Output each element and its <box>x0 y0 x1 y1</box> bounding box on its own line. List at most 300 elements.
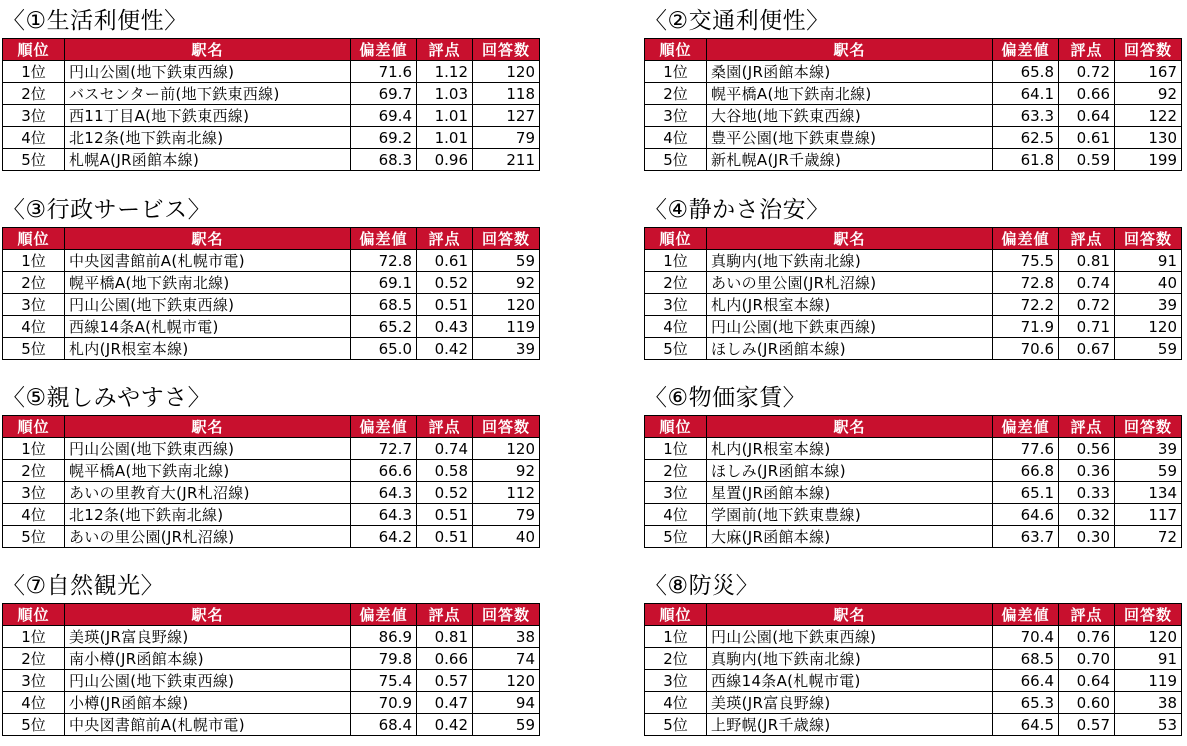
deviation-cell: 66.8 <box>993 460 1059 482</box>
table-row <box>3 105 540 127</box>
deviation-cell: 65.2 <box>351 316 417 338</box>
section-title: 〈⑧防災〉 <box>644 573 760 599</box>
rank-cell: 1位 <box>645 438 707 460</box>
count-cell: 59 <box>1115 338 1182 360</box>
station-cell: 美瑛(JR富良野線) <box>65 626 351 648</box>
station-cell: 大麻(JR函館本線) <box>707 526 993 548</box>
station-cell: ほしみ(JR函館本線) <box>707 338 993 360</box>
station-cell: 真駒内(地下鉄南北線) <box>707 250 993 272</box>
table-header-row <box>645 39 1182 61</box>
deviation-cell: 72.8 <box>993 272 1059 294</box>
header-count: 回答数 <box>473 416 540 438</box>
count-cell: 122 <box>1115 105 1182 127</box>
ranking-nature-tourism <box>2 569 539 736</box>
table-row <box>645 504 1182 526</box>
score-cell: 0.51 <box>417 526 473 548</box>
header-count: 回答数 <box>1115 604 1182 626</box>
count-cell: 79 <box>473 504 540 526</box>
deviation-cell: 64.1 <box>993 83 1059 105</box>
table-row <box>645 482 1182 504</box>
table-row <box>3 149 540 171</box>
count-cell: 79 <box>473 127 540 149</box>
header-rank: 順位 <box>3 416 65 438</box>
deviation-cell: 64.3 <box>351 482 417 504</box>
count-cell: 74 <box>473 648 540 670</box>
header-station: 駅名 <box>65 228 351 250</box>
count-cell: 91 <box>1115 250 1182 272</box>
table-row <box>3 438 540 460</box>
score-cell: 0.42 <box>417 714 473 736</box>
header-deviation: 偏差値 <box>351 39 417 61</box>
rank-cell: 3位 <box>3 294 65 316</box>
station-cell: 中央図書館前A(札幌市電) <box>65 714 351 736</box>
table-row <box>645 626 1182 648</box>
ranking-transport-convenience <box>644 4 1181 171</box>
score-cell: 0.74 <box>1059 272 1115 294</box>
score-cell: 0.59 <box>1059 149 1115 171</box>
rank-cell: 1位 <box>645 61 707 83</box>
deviation-cell: 75.5 <box>993 250 1059 272</box>
table-row <box>3 316 540 338</box>
score-cell: 0.52 <box>417 482 473 504</box>
header-station: 駅名 <box>65 416 351 438</box>
ranking-quietness-safety <box>644 193 1181 360</box>
header-deviation: 偏差値 <box>351 228 417 250</box>
ranking-administrative-service <box>2 193 539 360</box>
count-cell: 120 <box>473 294 540 316</box>
count-cell: 92 <box>473 460 540 482</box>
deviation-cell: 63.3 <box>993 105 1059 127</box>
count-cell: 39 <box>473 338 540 360</box>
station-cell: バスセンター前(地下鉄東西線) <box>65 83 351 105</box>
station-cell: 札内(JR根室本線) <box>707 438 993 460</box>
score-cell: 0.57 <box>417 670 473 692</box>
deviation-cell: 65.8 <box>993 61 1059 83</box>
count-cell: 130 <box>1115 127 1182 149</box>
rank-cell: 4位 <box>645 504 707 526</box>
ranking-living-convenience <box>2 4 539 171</box>
ranking-table <box>644 603 1182 736</box>
count-cell: 59 <box>473 250 540 272</box>
rank-cell: 3位 <box>3 482 65 504</box>
count-cell: 39 <box>1115 438 1182 460</box>
ranking-table <box>2 227 540 360</box>
rank-cell: 1位 <box>645 626 707 648</box>
score-cell: 0.51 <box>417 504 473 526</box>
deviation-cell: 72.2 <box>993 294 1059 316</box>
header-rank: 順位 <box>645 416 707 438</box>
table-row <box>645 670 1182 692</box>
count-cell: 92 <box>1115 83 1182 105</box>
deviation-cell: 64.2 <box>351 526 417 548</box>
header-rank: 順位 <box>3 39 65 61</box>
count-cell: 211 <box>473 149 540 171</box>
table-row <box>645 338 1182 360</box>
ranking-table <box>2 38 540 171</box>
ranking-table <box>644 415 1182 548</box>
deviation-cell: 75.4 <box>351 670 417 692</box>
station-cell: 円山公園(地下鉄東西線) <box>65 61 351 83</box>
score-cell: 0.81 <box>417 626 473 648</box>
ranking-table <box>644 38 1182 171</box>
ranking-friendliness <box>2 381 539 548</box>
station-cell: 幌平橋A(地下鉄南北線) <box>65 460 351 482</box>
station-cell: 大谷地(地下鉄東西線) <box>707 105 993 127</box>
score-cell: 0.42 <box>417 338 473 360</box>
ranking-table <box>2 603 540 736</box>
header-station: 駅名 <box>65 39 351 61</box>
ranking-prices-rent <box>644 381 1181 548</box>
deviation-cell: 68.5 <box>351 294 417 316</box>
station-cell: あいの里教育大(JR札沼線) <box>65 482 351 504</box>
table-row <box>645 714 1182 736</box>
count-cell: 92 <box>473 272 540 294</box>
header-station: 駅名 <box>65 604 351 626</box>
score-cell: 0.74 <box>417 438 473 460</box>
rank-cell: 5位 <box>3 149 65 171</box>
section-title: 〈①生活利便性〉 <box>2 8 188 34</box>
score-cell: 0.64 <box>1059 670 1115 692</box>
count-cell: 91 <box>1115 648 1182 670</box>
score-cell: 0.32 <box>1059 504 1115 526</box>
deviation-cell: 79.8 <box>351 648 417 670</box>
score-cell: 0.81 <box>1059 250 1115 272</box>
ranking-table <box>644 227 1182 360</box>
score-cell: 0.30 <box>1059 526 1115 548</box>
count-cell: 119 <box>1115 670 1182 692</box>
rank-cell: 4位 <box>3 127 65 149</box>
table-header-row <box>3 39 540 61</box>
header-deviation: 偏差値 <box>993 416 1059 438</box>
rank-cell: 5位 <box>3 526 65 548</box>
count-cell: 94 <box>473 692 540 714</box>
rank-cell: 2位 <box>645 272 707 294</box>
count-cell: 59 <box>1115 460 1182 482</box>
deviation-cell: 65.0 <box>351 338 417 360</box>
score-cell: 0.66 <box>417 648 473 670</box>
rank-cell: 1位 <box>3 250 65 272</box>
table-row <box>645 316 1182 338</box>
section-title: 〈③行政サービス〉 <box>2 197 212 223</box>
count-cell: 38 <box>1115 692 1182 714</box>
score-cell: 0.72 <box>1059 61 1115 83</box>
table-row <box>3 127 540 149</box>
table-row <box>3 338 540 360</box>
deviation-cell: 61.8 <box>993 149 1059 171</box>
count-cell: 59 <box>473 714 540 736</box>
count-cell: 120 <box>473 438 540 460</box>
table-header-row <box>645 604 1182 626</box>
score-cell: 0.60 <box>1059 692 1115 714</box>
station-cell: 南小樽(JR函館本線) <box>65 648 351 670</box>
rank-cell: 3位 <box>645 670 707 692</box>
count-cell: 39 <box>1115 294 1182 316</box>
table-header-row <box>645 228 1182 250</box>
rank-cell: 1位 <box>3 626 65 648</box>
section-title: 〈⑤親しみやすさ〉 <box>2 385 212 411</box>
table-row <box>3 460 540 482</box>
header-deviation: 偏差値 <box>351 416 417 438</box>
count-cell: 127 <box>473 105 540 127</box>
rank-cell: 1位 <box>3 438 65 460</box>
score-cell: 0.43 <box>417 316 473 338</box>
rank-cell: 3位 <box>645 294 707 316</box>
table-row <box>3 692 540 714</box>
station-cell: ほしみ(JR函館本線) <box>707 460 993 482</box>
deviation-cell: 69.1 <box>351 272 417 294</box>
score-cell: 0.76 <box>1059 626 1115 648</box>
rank-cell: 5位 <box>645 526 707 548</box>
rank-cell: 4位 <box>3 504 65 526</box>
deviation-cell: 68.5 <box>993 648 1059 670</box>
score-cell: 0.56 <box>1059 438 1115 460</box>
station-cell: 桑園(JR函館本線) <box>707 61 993 83</box>
deviation-cell: 72.8 <box>351 250 417 272</box>
header-rank: 順位 <box>3 604 65 626</box>
header-rank: 順位 <box>645 604 707 626</box>
station-cell: 西11丁目A(地下鉄東西線) <box>65 105 351 127</box>
table-row <box>645 83 1182 105</box>
ranking-table <box>2 415 540 548</box>
table-row <box>645 692 1182 714</box>
count-cell: 119 <box>473 316 540 338</box>
station-cell: 北12条(地下鉄南北線) <box>65 504 351 526</box>
rank-cell: 4位 <box>645 316 707 338</box>
station-cell: 札幌A(JR函館本線) <box>65 149 351 171</box>
table-row <box>3 294 540 316</box>
station-cell: 真駒内(地下鉄南北線) <box>707 648 993 670</box>
station-cell: 北12条(地下鉄南北線) <box>65 127 351 149</box>
rank-cell: 2位 <box>3 460 65 482</box>
station-cell: あいの里公園(JR札沼線) <box>707 272 993 294</box>
deviation-cell: 64.6 <box>993 504 1059 526</box>
station-cell: 中央図書館前A(札幌市電) <box>65 250 351 272</box>
score-cell: 1.01 <box>417 105 473 127</box>
rank-cell: 5位 <box>645 714 707 736</box>
count-cell: 120 <box>473 61 540 83</box>
rank-cell: 5位 <box>645 149 707 171</box>
table-row <box>3 482 540 504</box>
section-title: 〈④静かさ治安〉 <box>644 197 830 223</box>
station-cell: 西線14条A(札幌市電) <box>707 670 993 692</box>
header-count: 回答数 <box>473 604 540 626</box>
header-deviation: 偏差値 <box>993 228 1059 250</box>
score-cell: 1.03 <box>417 83 473 105</box>
score-cell: 0.51 <box>417 294 473 316</box>
deviation-cell: 70.6 <box>993 338 1059 360</box>
deviation-cell: 68.3 <box>351 149 417 171</box>
table-header-row <box>645 416 1182 438</box>
station-cell: 円山公園(地下鉄東西線) <box>707 626 993 648</box>
count-cell: 40 <box>1115 272 1182 294</box>
header-score: 評点 <box>1059 604 1115 626</box>
deviation-cell: 71.6 <box>351 61 417 83</box>
score-cell: 0.47 <box>417 692 473 714</box>
header-rank: 順位 <box>645 39 707 61</box>
rank-cell: 4位 <box>3 316 65 338</box>
station-cell: 幌平橋A(地下鉄南北線) <box>65 272 351 294</box>
header-score: 評点 <box>1059 416 1115 438</box>
station-cell: 札内(JR根室本線) <box>707 294 993 316</box>
header-deviation: 偏差値 <box>993 39 1059 61</box>
station-cell: 札内(JR根室本線) <box>65 338 351 360</box>
header-score: 評点 <box>417 39 473 61</box>
table-row <box>645 438 1182 460</box>
table-row <box>645 127 1182 149</box>
table-header-row <box>3 604 540 626</box>
table-row <box>3 504 540 526</box>
header-count: 回答数 <box>1115 39 1182 61</box>
count-cell: 167 <box>1115 61 1182 83</box>
score-cell: 0.72 <box>1059 294 1115 316</box>
station-cell: 美瑛(JR富良野線) <box>707 692 993 714</box>
rank-cell: 2位 <box>645 648 707 670</box>
header-score: 評点 <box>1059 228 1115 250</box>
score-cell: 0.70 <box>1059 648 1115 670</box>
rank-cell: 3位 <box>3 670 65 692</box>
score-cell: 0.67 <box>1059 338 1115 360</box>
deviation-cell: 72.7 <box>351 438 417 460</box>
deviation-cell: 66.6 <box>351 460 417 482</box>
score-cell: 0.66 <box>1059 83 1115 105</box>
table-row <box>645 648 1182 670</box>
deviation-cell: 65.3 <box>993 692 1059 714</box>
score-cell: 0.61 <box>1059 127 1115 149</box>
station-cell: 西線14条A(札幌市電) <box>65 316 351 338</box>
score-cell: 0.36 <box>1059 460 1115 482</box>
header-rank: 順位 <box>3 228 65 250</box>
rank-cell: 5位 <box>3 714 65 736</box>
deviation-cell: 77.6 <box>993 438 1059 460</box>
header-station: 駅名 <box>707 228 993 250</box>
count-cell: 53 <box>1115 714 1182 736</box>
score-cell: 0.57 <box>1059 714 1115 736</box>
rank-cell: 5位 <box>3 338 65 360</box>
station-cell: 円山公園(地下鉄東西線) <box>65 294 351 316</box>
rank-cell: 1位 <box>645 250 707 272</box>
header-count: 回答数 <box>473 39 540 61</box>
rank-cell: 2位 <box>645 83 707 105</box>
count-cell: 117 <box>1115 504 1182 526</box>
station-cell: あいの里公園(JR札沼線) <box>65 526 351 548</box>
score-cell: 0.71 <box>1059 316 1115 338</box>
section-title: 〈⑦自然観光〉 <box>2 573 165 599</box>
rank-cell: 3位 <box>3 105 65 127</box>
header-station: 駅名 <box>707 39 993 61</box>
station-cell: 上野幌(JR千歳線) <box>707 714 993 736</box>
table-row <box>3 272 540 294</box>
count-cell: 112 <box>473 482 540 504</box>
station-cell: 小樽(JR函館本線) <box>65 692 351 714</box>
table-row <box>645 272 1182 294</box>
score-cell: 0.52 <box>417 272 473 294</box>
table-row <box>645 294 1182 316</box>
header-score: 評点 <box>417 416 473 438</box>
section-title: 〈②交通利便性〉 <box>644 8 830 34</box>
deviation-cell: 64.3 <box>351 504 417 526</box>
table-row <box>645 105 1182 127</box>
rank-cell: 5位 <box>645 338 707 360</box>
count-cell: 72 <box>1115 526 1182 548</box>
table-row <box>645 250 1182 272</box>
header-count: 回答数 <box>1115 416 1182 438</box>
deviation-cell: 66.4 <box>993 670 1059 692</box>
score-cell: 1.01 <box>417 127 473 149</box>
score-cell: 0.58 <box>417 460 473 482</box>
deviation-cell: 69.4 <box>351 105 417 127</box>
table-row <box>3 526 540 548</box>
table-row <box>3 670 540 692</box>
count-cell: 120 <box>1115 626 1182 648</box>
station-cell: 学園前(地下鉄東豊線) <box>707 504 993 526</box>
deviation-cell: 65.1 <box>993 482 1059 504</box>
station-cell: 円山公園(地下鉄東西線) <box>65 670 351 692</box>
station-cell: 円山公園(地下鉄東西線) <box>65 438 351 460</box>
count-cell: 199 <box>1115 149 1182 171</box>
header-score: 評点 <box>1059 39 1115 61</box>
score-cell: 0.61 <box>417 250 473 272</box>
table-row <box>645 61 1182 83</box>
count-cell: 120 <box>473 670 540 692</box>
rank-cell: 2位 <box>3 648 65 670</box>
rank-cell: 3位 <box>645 482 707 504</box>
rank-cell: 2位 <box>3 272 65 294</box>
table-row <box>3 83 540 105</box>
header-count: 回答数 <box>1115 228 1182 250</box>
header-count: 回答数 <box>473 228 540 250</box>
deviation-cell: 64.5 <box>993 714 1059 736</box>
header-score: 評点 <box>417 604 473 626</box>
rank-cell: 4位 <box>3 692 65 714</box>
rank-cell: 1位 <box>3 61 65 83</box>
score-cell: 0.64 <box>1059 105 1115 127</box>
rank-cell: 2位 <box>3 83 65 105</box>
deviation-cell: 68.4 <box>351 714 417 736</box>
header-station: 駅名 <box>707 416 993 438</box>
header-deviation: 偏差値 <box>351 604 417 626</box>
table-row <box>645 526 1182 548</box>
deviation-cell: 71.9 <box>993 316 1059 338</box>
deviation-cell: 70.9 <box>351 692 417 714</box>
station-cell: 幌平橋A(地下鉄南北線) <box>707 83 993 105</box>
table-row <box>3 626 540 648</box>
header-station: 駅名 <box>707 604 993 626</box>
table-row <box>3 250 540 272</box>
ranking-disaster-prevention <box>644 569 1181 736</box>
deviation-cell: 86.9 <box>351 626 417 648</box>
station-cell: 円山公園(地下鉄東西線) <box>707 316 993 338</box>
table-row <box>3 61 540 83</box>
count-cell: 134 <box>1115 482 1182 504</box>
table-row <box>3 648 540 670</box>
table-row <box>3 714 540 736</box>
score-cell: 1.12 <box>417 61 473 83</box>
score-cell: 0.33 <box>1059 482 1115 504</box>
score-cell: 0.96 <box>417 149 473 171</box>
table-row <box>645 149 1182 171</box>
rank-cell: 4位 <box>645 127 707 149</box>
deviation-cell: 70.4 <box>993 626 1059 648</box>
table-header-row <box>3 416 540 438</box>
station-cell: 新札幌A(JR千歳線) <box>707 149 993 171</box>
count-cell: 118 <box>473 83 540 105</box>
rank-cell: 3位 <box>645 105 707 127</box>
section-title: 〈⑥物価家賃〉 <box>644 385 807 411</box>
station-cell: 星置(JR函館本線) <box>707 482 993 504</box>
station-cell: 豊平公園(地下鉄東豊線) <box>707 127 993 149</box>
deviation-cell: 62.5 <box>993 127 1059 149</box>
header-deviation: 偏差値 <box>993 604 1059 626</box>
